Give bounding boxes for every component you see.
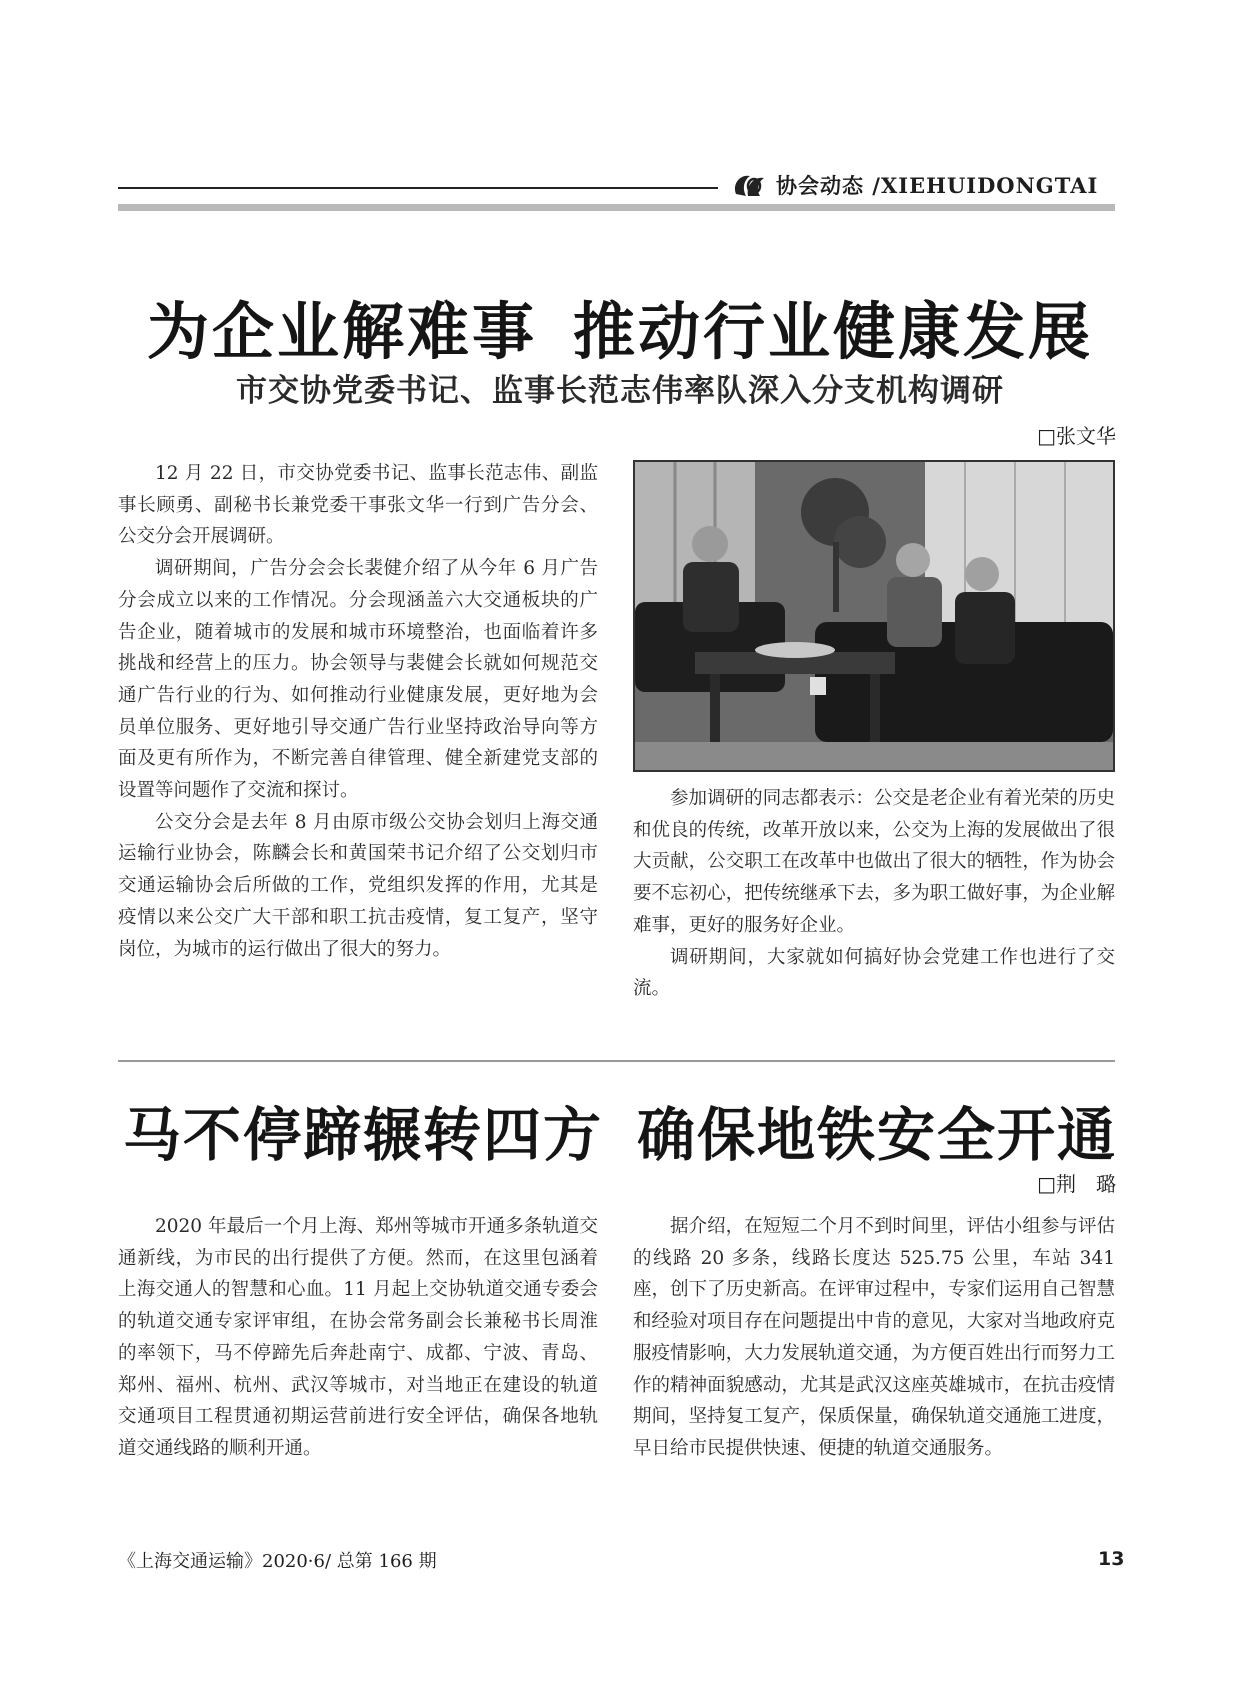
association-logo-icon [730,168,770,204]
article2-paragraph: 2020 年最后一个月上海、郑州等城市开通多条轨道交通新线，为市民的出行提供了方便。然而，在这里包涵着上海交通人的智慧和心血。11 月起上交协轨道交通专委会的轨道交通专家评审组，在协会常务副会长兼秘书长周淮的率领下，马不停蹄先后奔赴南宁、成都、宁波、青岛、郑州、福州、杭州、武汉等城市，对当地正在建设的轨道交通项目工程贯通初期运营前进行安全评估，确保各地轨道交通线路的顺利开通。 [118,1216,598,1459]
section-title: 协会动态 /XIEHUIDONGTAI [776,173,1099,198]
article2-title [0,1088,1240,1172]
header-rule [118,187,718,189]
article2-column-right [633,1211,1115,1465]
article1-paragraph: 公交分会是去年 8 月由原市级公交协会划归上海交通运输行业协会，陈麟会长和黄国荣书记介绍了公交划归市交通运输协会后所做的工作，党组织发挥的作用，尤其是疫情以来公交广大干部和职工抗击疫情，复工复产，坚守岗位，为城市的运行做出了很大的努力。 [118,811,598,960]
article1-column-left [118,458,598,965]
page-number: 13 [1098,1548,1125,1570]
article1-title-part1: 为企业解难事 [146,295,537,368]
article2-title-part1: 马不停蹄辗转四方 [122,1101,603,1169]
article1-title [0,282,1240,371]
article1-paragraph: 参加调研的同志都表示：公交是老企业有着光荣的历史和优良的传统，改革开放以来，公交为上海的发展做出了很大贡献，公交职工在改革中也做出了很大的牺牲，作为协会要不忘初心，把传统继承下去，多为职工做好事，为企业解难事，更好的服务好企业。 [633,788,1115,936]
article1-byline: □张文华 [1037,424,1116,448]
article-divider [118,1060,1115,1062]
header-band [118,204,1115,211]
journal-issue: 《上海交通运输》2020·6/ 总第 166 期 [118,1551,437,1572]
article2-paragraph: 据介绍，在短短二个月不到时间里，评估小组参与评估的线路 20 多条，线路长度达 525.75 公里，车站 341 座，创下了历史新高。在评审过程中，专家们运用自己智慧和经验对项目存在问题提出中肯的意见，大家对当地政府克服疫情影响，大力发展轨道交通，为方便百姓出行而努力工作的精神面貌感动，尤其是武汉这座英雄城市，在抗击疫情期间，坚持复工复产，保质保量，确保轨道交通施工进度，早日给市民提供快速、便捷的轨道交通服务。 [633,1216,1115,1459]
article2-title-part2: 确保地铁安全开通 [637,1101,1118,1169]
article1-title-part2: 推动行业健康发展 [573,295,1094,368]
article1-paragraph: 调研期间，大家就如何搞好协会党建工作也进行了交流。 [633,946,1115,1000]
meeting-photo [633,460,1115,772]
article1-paragraph: 12 月 22 日，市交协党委书记、监事长范志伟、副监事长顾勇、副秘书长兼党委干事张文华一行到广告分会、公交分会开展调研。 [118,463,598,548]
article2-byline: □荆 璐 [1037,1172,1116,1196]
article1-column-right [633,783,1115,1005]
article1-subtitle: 市交协党委书记、监事长范志伟率队深入分支机构调研 [236,373,1004,409]
article1-paragraph: 调研期间，广告分会会长裴健介绍了从今年 6 月广告分会成立以来的工作情况。分会现涵盖六大交通板块的广告企业，随着城市的发展和城市环境整治，也面临着许多挑战和经营上的压力。协会领导与裴健会长就如何规范交通广告行业的行为、如何推动行业健康发展，更好地为会员单位服务、更好地引导交通广告行业坚持政治导向等方面及更有所作为，不断完善自律管理、健全新建党支部的设置等问题作了交流和探讨。 [118,558,598,802]
article2-column-left [118,1211,598,1465]
